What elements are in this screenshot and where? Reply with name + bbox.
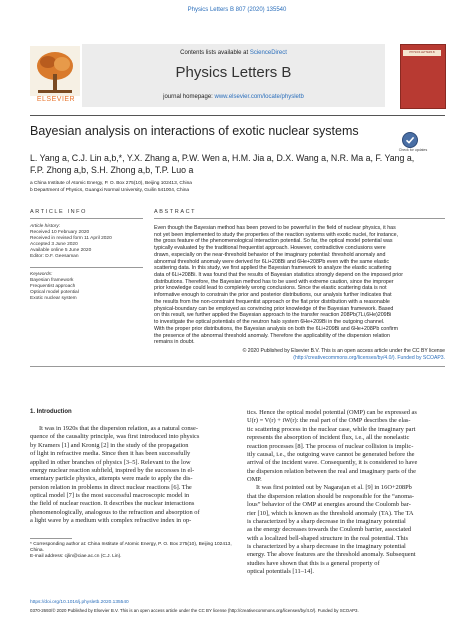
- footnote-corresponding: * Corresponding author at: China Institute of Atomic Energy, P. O. Box 275(10), Beijing 102413, China.: [30, 542, 232, 554]
- body-line: that the dispersion relation should be responsible for the “anoma-: [247, 492, 414, 500]
- body-line: as the energy decreases towards the Coulomb barrier, associated: [247, 526, 412, 534]
- keyword-item: Exotic nuclear system: [30, 296, 77, 302]
- running-head[interactable]: Physics Letters B 807 (2020) 135540: [187, 7, 287, 13]
- body-line: lous” behavior of the OMP at energies around the Coulomb bar-: [247, 501, 411, 509]
- copyright-notice: [154, 348, 445, 361]
- abstract-line: the presence of the abnormal threshold anomaly. Therefore the applicability of the dispersion relation: [154, 332, 390, 339]
- abstract-line: With the proper prior distributions, the Bayesian analysis on both the 6Li+209Bi and 6He+208Pb confirm: [154, 325, 399, 332]
- abstract-text: [154, 225, 445, 346]
- keywords-rule: [30, 267, 143, 268]
- body-line: with a localized bell-shaped structure in the real potential. This: [247, 534, 409, 542]
- affiliation-a: a China Institute of Atomic Energy, P. O. Box 275(10), Beijing 102413, China: [30, 181, 192, 186]
- body-line: represents the absorption of incident flux, i.e., all the nonelastic: [247, 434, 410, 442]
- intro-right-column: [247, 409, 447, 577]
- history-received: Received 10 February 2020: [30, 230, 90, 236]
- keywords-block: [30, 272, 79, 302]
- publisher-logo-text: ELSEVIER: [36, 96, 76, 103]
- affiliation-b: b Department of Physics, Guangxi Normal University, Guilin 541004, China: [30, 188, 190, 193]
- keyword-item: Optical model potential: [30, 290, 79, 296]
- abstract-line: Even though the Bayesian method has been proved to be powerful in the field of nuclear physics, it has: [154, 225, 396, 231]
- body-line: a light wave by a medium with complex refractive index in op-: [30, 517, 192, 525]
- abstract-heading: ABSTRACT: [154, 209, 197, 215]
- abstract-line: not yet been implemented to study the properties of the reaction systems with exotic nuclei, for instance,: [154, 231, 399, 238]
- abstract-line: remains in doubt.: [154, 339, 195, 346]
- history-editor: Editor: D.F. Geesaman: [30, 254, 79, 260]
- body-line: persion relation in problems in direct nuclear reactions [6]. The: [30, 483, 192, 491]
- abstract-line: the results from the non-constraint frequentist approach or the flat prior distribution with a reasonable: [154, 298, 390, 305]
- abstract-line: the gross feature of the phenomenological interaction potential. So far, the optical model potential was: [154, 238, 393, 245]
- journal-title: Physics Letters B: [175, 64, 292, 81]
- crossmark-label: Check for updates: [398, 148, 428, 152]
- abstract-line: prior knowledge could lead to completely wrong conclusions. Since the elastic scattering data is not: [154, 285, 387, 292]
- body-line: quence of the causality principle, was first introduced into physics: [30, 433, 200, 441]
- doi-link[interactable]: https://doi.org/10.1016/j.physletb.2020.135540: [30, 600, 129, 605]
- abstract-line: scattering data. In this study, we first applied the Bayesian framework to analyze the elastic scattering: [154, 265, 392, 272]
- history-online: Available online 5 June 2020: [30, 248, 92, 254]
- body-line: It was first pointed out by Nagarajan et al. [9] in 16O+208Pb: [256, 484, 412, 492]
- body-line: tics. Hence the optical model potential (OMP) can be expressed as: [247, 409, 417, 416]
- crossmark-icon[interactable]: [402, 132, 418, 148]
- authors-line-2: F.P. Zhong a,b, S.H. Zhong a,b, T.P. Luo a: [30, 165, 194, 175]
- contents-text: Contents lists available at: [180, 50, 249, 56]
- article-title: Bayesian analysis on interactions of exotic nuclear systems: [30, 124, 359, 138]
- header-rule: [30, 115, 445, 116]
- contents-line: [82, 50, 385, 56]
- abstract-line: drawn, especially on the near-threshold behavior of the imaginary potential: threshold anomaly and: [154, 251, 386, 258]
- abstract-line: distributions. Therefore, the Bayesian method has to be used with extreme caution, since the improper: [154, 278, 394, 285]
- homepage-link[interactable]: www.elsevier.com/locate/physletb: [214, 94, 304, 100]
- body-line: the dispersion relation between the real and imaginary parts of the: [247, 467, 416, 475]
- cover-text: PHYSICS LETTERS B: [409, 51, 435, 54]
- abstract-line: abnormal threshold anomaly were derived for 6Li+208Bi and 6He+208Pb even with the same elastic: [154, 258, 389, 265]
- front-matter-rule: [30, 366, 445, 367]
- homepage-label: journal homepage:: [163, 94, 213, 100]
- body-line: of light in refractive media. Since then it has been successfully: [30, 450, 191, 458]
- abstract-line: data of 6Li+208Bi. It was found that the results of Bayesian statistics strongly depend on the imposed prior: [154, 272, 403, 279]
- history-accepted: Accepted 3 June 2020: [30, 242, 78, 248]
- footnote-email[interactable]: E-mail address: cjlin@ciae.ac.cn (C.J. Lin).: [30, 554, 122, 560]
- authors-line-1: L. Yang a, C.J. Lin a,b,*, Y.X. Zhang a, P.W. Wen a, H.M. Jia a, D.X. Wang a, N.R. Ma a, F. Yang a,: [30, 153, 415, 163]
- article-info-rule: [30, 218, 143, 219]
- body-line: optical potentials [11–14].: [247, 568, 315, 576]
- abstract-line: informative enough to constrain the prior and posterior distributions, our analysis further indicates that: [154, 292, 392, 299]
- journal-cover-title-strip: [403, 50, 441, 56]
- body-line: applied in other branches of physics [3–5]. Relevant to the low: [30, 458, 191, 466]
- body-line: reaction processes [8]. The process of nuclear collision is implic-: [247, 442, 414, 450]
- body-line: optical model [7] is the most successful macroscopic model in: [30, 492, 190, 499]
- keywords-label: Keywords:: [30, 272, 53, 277]
- article-history: [30, 224, 112, 261]
- body-line: itly causal, i.e., the outgoing wave cannot be generated before the: [247, 450, 415, 458]
- body-line: is characterized by a sharp decrease in the imaginary potential: [247, 517, 406, 525]
- keyword-item: Bayesian framework: [30, 278, 74, 284]
- body-line: studies have shown that this is a general property of: [247, 559, 380, 567]
- body-line: energy. The above features are the threshold anomaly. Subsequent: [247, 551, 416, 559]
- sciencedirect-link[interactable]: ScienceDirect: [249, 50, 287, 56]
- abstract-line: physical-boundary can be employed as convincing prior knowledge of the Bayesian framework. Based: [154, 305, 394, 312]
- body-line: ementary particle physics, attempts were made to apply the dis-: [30, 475, 193, 483]
- section-heading-introduction: 1. Introduction: [30, 409, 72, 415]
- body-line: arrival of the incident wave. Consequently, it is considered to have: [247, 459, 418, 467]
- license-link[interactable]: (http://creativecommons.org/licenses/by/4.0/). Funded by SCOAP3.: [293, 354, 445, 361]
- abstract-line: typically evaluated by the traditional frequentist approach. However, contradictive conclusions were: [154, 245, 386, 252]
- footnotes: [30, 542, 235, 561]
- abstract-line: to investigate the optical potentials of the neutron halo system 6He+209Bi in the outgoing channel.: [154, 319, 385, 326]
- author-list: [30, 152, 440, 176]
- journal-homepage: [82, 94, 385, 100]
- body-line: the field of nuclear reaction. It describes the nuclear interactions: [30, 500, 195, 508]
- body-line: energy nuclear reaction subfield, inspired by the successes in el-: [30, 466, 195, 474]
- keyword-item: Frequentist approach: [30, 284, 76, 290]
- footnote-rule: [30, 538, 72, 539]
- body-line: rier [10], which is known as the threshold anomaly (TA). The TA: [247, 509, 414, 517]
- body-line: phenomenologically, analogous to the refraction and absorption of: [30, 508, 200, 516]
- body-line: U(r) = V(r) + iW(r): the real part of the OMP describes the elas-: [247, 417, 411, 425]
- history-label: Article history:: [30, 224, 61, 229]
- abstract-rule: [154, 218, 445, 219]
- body-line: It was in 1920s that the dispersion relation, as a natural conse-: [39, 425, 199, 432]
- abstract-line: on this result, we further applied the Bayesian approach to the transfer reaction 208Pb(7Li,6He)209Bi: [154, 312, 392, 319]
- footer-license-line: 0370-2693/© 2020 Published by Elsevier B.V. This is an open access article under the CC BY license (http://creativecommons.org/licenses/by/4.0/). Funded by SCOAP3.: [30, 608, 359, 613]
- body-line: OMP.: [247, 476, 262, 483]
- history-revised: Received in revised form 11 April 2020: [30, 236, 112, 242]
- body-line: by Kramers [1] and Kronig [2] in the study of the propagation: [30, 441, 189, 449]
- body-line: is characterized by a sharp decrease in the imaginary potential: [247, 543, 406, 550]
- copyright-line-1: © 2020 Published by Elsevier B.V. This is an open access article under the CC BY license: [242, 348, 445, 354]
- intro-left-column: [30, 425, 235, 526]
- article-info-heading: ARTICLE INFO: [30, 209, 87, 215]
- body-line: tic scattering process in the nuclear case, while the imaginary part: [247, 425, 416, 433]
